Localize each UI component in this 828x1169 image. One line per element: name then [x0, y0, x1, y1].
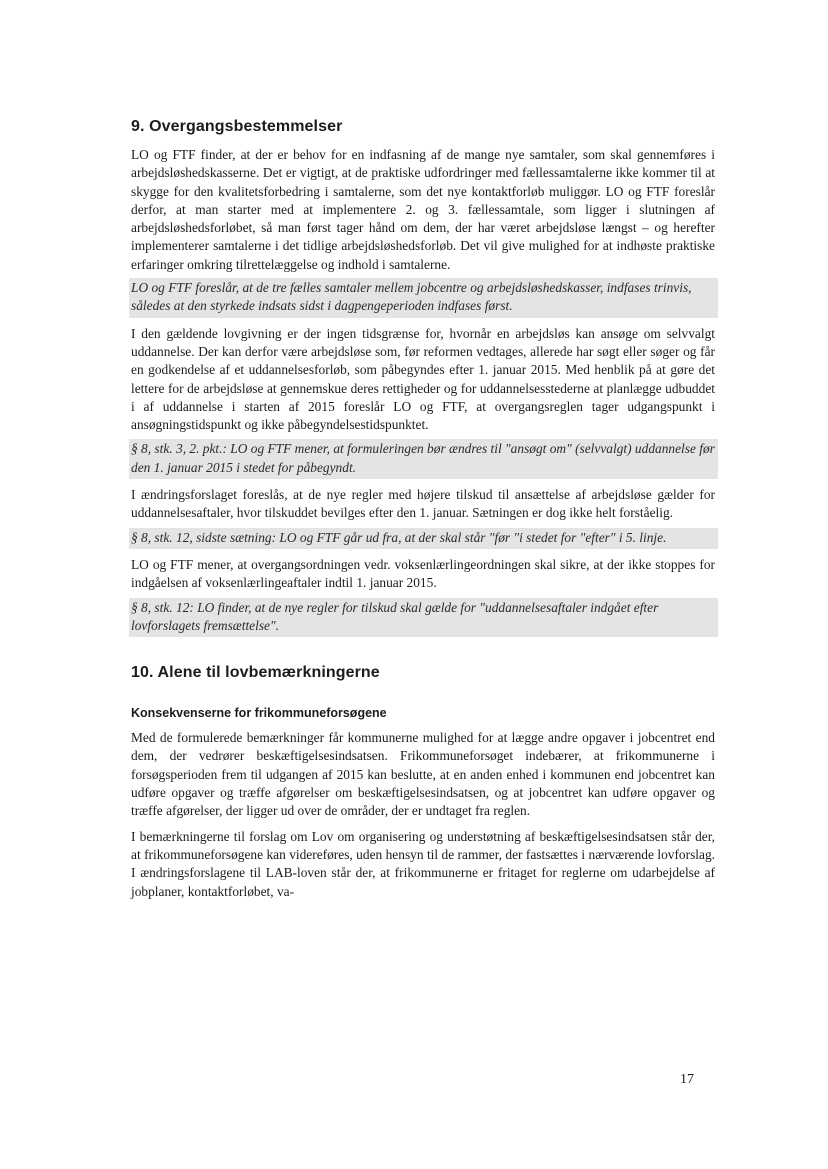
section-9-paragraph-2: I den gældende lovgivning er der ingen tidsgrænse for, hvornår en arbejdsløs kan ansøge om selvvalgt uddannelse. Der kan derfor være arbejdsløse som, før reformen vedtages, allerede har søgt eller søger og får en godkendelse af et uddannelsesforløb, som påbegyndes efter 1. januar 2015. Med henblik på at gøre det lettere for de arbejdsløse at gennemskue deres rettigheder og for uddannelsesstederne at planlægge udbuddet i af uddannelse i starten af 2015 foreslår LO og FTF, at overgangsreglen tager udgangspunkt i ansøgningstidspunkt og ikke påbegyndelsestidspunktet.: [131, 325, 715, 433]
section-9-paragraph-4: LO og FTF mener, at overgangsordningen vedr. voksenlærlingeordningen skal sikre, at der ikke stoppes for indgåelsen af voksenlærlingeaftaler indtil 1. januar 2015.: [131, 556, 715, 591]
section-9-paragraph-3: I ændringsforslaget foreslås, at de nye regler med højere tilskud til ansættelse af arbejdsløse gælder for uddannelsesaftaler, hvor tilskuddet bevilges efter den 1. januar. Sætningen er dog ikke helt forståelig.: [131, 487, 715, 521]
section-10-heading: 10. Alene til lovbemærkningerne: [131, 664, 380, 682]
section-10-paragraph-1: Med de formulerede bemærkninger får kommunerne mulighed for at lægge andre opgaver i jobcentret end dem, der vedrører beskæftigelsesindsatsen. Frikommuneforsøget indebærer, at frikommunerne i forsøgsperioden frem til udgangen af 2015 kan beslutte, at en anden enhed i kommunen end jobcentret kan udføre opgaver og træffe afgørelser om beskæftigelsesindsatsen, og at jobcentret kan udføre opgaver og træffe afgørelser, der ligger ud over de områder, der er undtaget fra reglen.: [131, 730, 715, 819]
highlight-proposal-3: § 8, stk. 12, sidste sætning: LO og FTF går ud fra, at der skal står "før "i stedet for "efter" i 5. linje.: [129, 528, 718, 549]
section-10-paragraph-2: I bemærkningerne til forslag om Lov om organisering og understøtning af beskæftigelsesindsatsen står der, at frikommuneforsøgene kan videreføres, uden hensyn til de rammer, der fastsættes i nærværende lovforslag. I ændringsforslagene til LAB-loven står der, at frikommunerne er fritaget for reglerne om udarbejdelse af jobplaner, kontaktforløbet, va-: [131, 828, 715, 899]
section-9-heading: 9. Overgangsbestemmelser: [131, 118, 343, 135]
highlight-proposal-1: LO og FTF foreslår, at de tre fælles samtaler mellem jobcentre og arbejdsløshedskasser, indfases trinvis, således at den styrkede indsats sidst i dagpengeperioden indfases først.: [129, 278, 718, 318]
highlight-proposal-4: § 8, stk. 12: LO finder, at de nye regler for tilskud skal gælde for "uddannelsesaftaler indgået efter lovforslagets fremsættelse".: [129, 598, 718, 638]
section-9-paragraph-1: LO og FTF finder, at der er behov for en indfasning af de mange nye samtaler, som skal gennemføres i arbejdsløshedskasserne. Det er vigtigt, at de praktiske udfordringer med fællessamtalerne ikke kommer til at skygge for den kvalitetsforbedring i samtalerne, som det nye kontaktforløb muliggør. LO og FTF foreslår derfor, at man starter med at implementere 2. og 3. fællessamtale, som ligger i slutningen af arbejdsløshedsforløbet, så man først tager hånd om dem, der har været arbejdsløse længst – og herefter implementerer samtalerne i det tidlige arbejdsløshedsforløb. Det vil give mulighed for at indhøste praktiske erfaringer omkring tilrettelæggelse og indhold i samtalerne.: [131, 147, 715, 272]
document-page: [131, 118, 715, 901]
page-number: 17: [680, 1072, 694, 1087]
highlight-proposal-2: § 8, stk. 3, 2. pkt.: LO og FTF mener, at formuleringen bør ændres til "ansøgt om" (selvvalgt) uddannelse før den 1. januar 2015 i stedet for påbegyndt.: [129, 439, 718, 479]
section-10-subheading: Konsekvenserne for frikommuneforsøgene: [131, 706, 387, 721]
